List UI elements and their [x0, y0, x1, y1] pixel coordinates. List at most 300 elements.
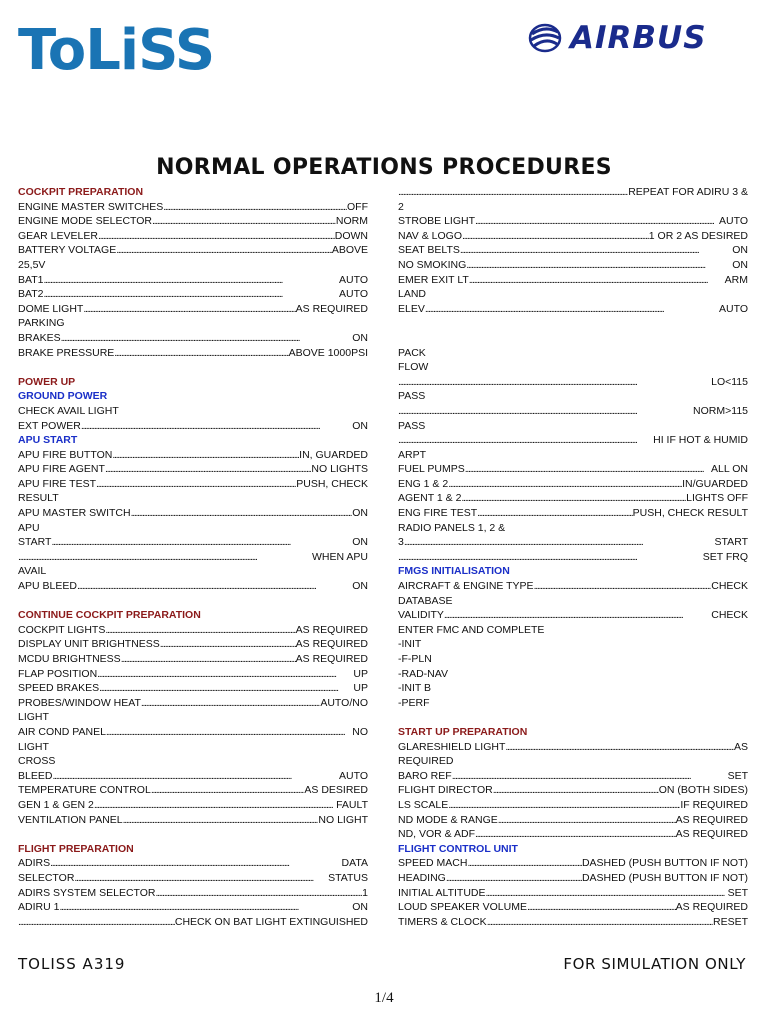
- checklist-row: [18, 302, 368, 317]
- footer-aircraft: TOLISS A319: [18, 955, 126, 973]
- checklist-item-value: SET: [727, 769, 748, 782]
- checklist-row: [398, 798, 748, 813]
- checklist-item-label: AVAIL: [18, 565, 47, 578]
- checklist-list: [18, 404, 368, 433]
- checklist-row: [398, 185, 748, 200]
- leader-dots: [151, 783, 305, 798]
- checklist-item-value: NO LIGHT: [318, 813, 368, 826]
- checklist-row: [18, 681, 368, 696]
- checklist-item-label: INITIAL ALTITUDE: [398, 886, 486, 899]
- checklist-item-label: REQUIRED: [398, 755, 454, 768]
- section-heading: FMGS INITIALISATION: [398, 565, 510, 578]
- checklist-item-value: REPEAT FOR ADIRU 3 &: [628, 186, 748, 198]
- leader-dots: [475, 827, 676, 842]
- checklist-item-value: ON: [352, 419, 368, 432]
- checklist-item-label: PROBES/WINDOW HEAT: [18, 696, 141, 709]
- airbus-logo: [528, 18, 748, 58]
- leader-dots: [99, 681, 353, 696]
- leader-dots: [156, 886, 363, 901]
- checklist-item-value: NORM: [335, 215, 368, 228]
- leader-dots: [51, 535, 352, 550]
- leader-dots: [461, 491, 686, 506]
- checklist-list: [18, 200, 368, 361]
- checklist-item-label: ADIRU 1: [18, 901, 60, 914]
- checklist-row: [18, 243, 368, 258]
- checklist-row: [398, 521, 748, 536]
- checklist-item-label: 25,5V: [18, 258, 46, 271]
- leader-dots: [469, 273, 725, 288]
- leader-dots: [59, 900, 352, 915]
- checklist-item-value: START: [714, 536, 748, 549]
- checklist-item-value: AS DESIRED: [304, 784, 368, 797]
- checklist-item-label: START: [18, 536, 52, 549]
- checklist-item-value: ON: [732, 258, 748, 271]
- checklist-row: [398, 389, 748, 404]
- left-column: [18, 185, 368, 929]
- checklist-item-label: SELECTOR: [18, 871, 75, 884]
- checklist-row: [18, 214, 368, 229]
- checklist-item-value: DASHED (PUSH BUTTON IF NOT): [581, 871, 748, 884]
- checklist-row: [398, 623, 748, 638]
- checklist-item-label: 3: [398, 536, 404, 549]
- leader-dots: [398, 185, 628, 200]
- checklist-row: [18, 564, 368, 579]
- checklist-row: [18, 886, 368, 901]
- checklist-row: [398, 273, 748, 288]
- checklist-item-label: ELEV: [398, 302, 425, 315]
- checklist-item-value: UP: [353, 682, 368, 695]
- checklist-item-label: LIGHT: [18, 740, 49, 753]
- checklist-row: [398, 871, 748, 886]
- checklist-item-label: ARPT: [398, 448, 427, 461]
- checklist-item-value: DOWN: [334, 229, 368, 242]
- leader-dots: [465, 462, 711, 477]
- checklist-row: [398, 900, 748, 915]
- checklist-row: [398, 404, 748, 419]
- leader-dots: [114, 346, 288, 361]
- checklist-item-label: GEN 1 & GEN 2: [18, 798, 94, 811]
- checklist-item-label: AIR COND PANEL: [18, 725, 106, 738]
- checklist-row: [398, 375, 748, 390]
- checklist-row: [18, 448, 368, 463]
- checklist-item-label: -INIT B: [398, 682, 432, 695]
- leader-dots: [131, 506, 353, 521]
- leader-dots: [83, 302, 295, 317]
- checklist-item-label: ENGINE MASTER SWITCHES: [18, 200, 164, 213]
- subsection-heading: GROUND POWER: [18, 390, 108, 403]
- checklist-row: [18, 696, 368, 711]
- checklist-list: [398, 579, 748, 710]
- checklist-row: [398, 813, 748, 828]
- checklist-item-value: ON: [352, 507, 368, 520]
- checklist-row: [398, 550, 748, 565]
- checklist-list: [18, 623, 368, 827]
- checklist-row: [18, 667, 368, 682]
- checklist-row: [18, 258, 368, 273]
- checklist-item-label: LOUD SPEAKER VOLUME: [398, 901, 527, 914]
- checklist-row: [398, 637, 748, 652]
- checklist-row: [18, 287, 368, 302]
- checklist-row: [398, 886, 748, 901]
- checklist-row: [18, 521, 368, 536]
- checklist-item-label: BAT1: [18, 273, 44, 286]
- checklist-item-value: LIGHTS OFF: [686, 492, 748, 505]
- checklist-item-value: ON: [732, 244, 748, 257]
- checklist-item-value: AS REQUIRED: [295, 653, 368, 665]
- checklist-item-value: HI IF HOT & HUMID: [653, 434, 748, 447]
- checklist-row: [398, 827, 748, 842]
- checklist-item-label: BARO REF: [398, 769, 452, 782]
- toliss-logo-text: ToLiSS: [18, 18, 215, 83]
- checklist-item-label: SPEED MACH: [398, 857, 468, 870]
- checklist-item-label: FLAP POSITION: [18, 667, 98, 680]
- checklist-item-label: -INIT: [398, 638, 422, 651]
- checklist-row: [398, 346, 748, 361]
- checklist-item-value: NO LIGHTS: [311, 463, 368, 476]
- checklist-row: [398, 594, 748, 609]
- leader-dots: [50, 856, 341, 871]
- leader-dots: [43, 273, 339, 288]
- checklist-item-label: NAV & LOGO: [398, 229, 462, 242]
- checklist-item-value: ABOVE 1000PSI: [288, 346, 368, 359]
- leader-dots: [398, 550, 703, 565]
- leader-dots: [106, 725, 352, 740]
- checklist-row: [18, 915, 368, 930]
- checklist-item-label: AGENT 1 & 2: [398, 492, 462, 505]
- checklist-row: [18, 813, 368, 828]
- checklist-item-value: CHECK ON BAT LIGHT EXTINGUISHED: [174, 915, 368, 928]
- checklist-item-value: FAULT: [336, 798, 368, 811]
- checklist-item-value: ALL ON: [711, 463, 748, 476]
- leader-dots: [97, 667, 353, 682]
- checklist-item-value: DATA: [341, 857, 368, 870]
- checklist-item-value: CHECK: [711, 580, 748, 593]
- checklist-item-label: APU FIRE TEST: [18, 477, 96, 490]
- checklist-row: [398, 652, 748, 667]
- section-heading: POWER UP: [18, 375, 76, 388]
- checklist-list: [398, 185, 748, 316]
- leader-dots: [81, 419, 352, 434]
- checklist-item-label: TEMPERATURE CONTROL: [18, 784, 151, 797]
- leader-dots: [18, 915, 175, 930]
- checklist-item-value: 1: [362, 886, 368, 899]
- checklist-item-value: PUSH, CHECK: [296, 477, 368, 490]
- leader-dots: [446, 871, 582, 886]
- checklist-row: [18, 535, 368, 550]
- checklist-list: [18, 448, 368, 594]
- leader-dots: [498, 813, 676, 828]
- checklist-row: [398, 462, 748, 477]
- checklist-item-value: ON: [352, 331, 368, 344]
- checklist-item-value: IN/GUARDED: [682, 477, 748, 490]
- checklist-item-label: CROSS: [18, 755, 56, 768]
- checklist-item-value: AS REQUIRED: [675, 828, 748, 841]
- checklist-item-value: UP: [353, 667, 368, 680]
- leader-dots: [163, 200, 347, 215]
- checklist-row: [398, 360, 748, 375]
- checklist-row: [18, 404, 368, 419]
- checklist-item-label: ENTER FMC AND COMPLETE: [398, 623, 545, 636]
- checklist-row: [18, 316, 368, 331]
- checklist-row: [18, 754, 368, 769]
- checklist-row: [398, 681, 748, 696]
- leader-dots: [77, 579, 352, 594]
- checklist-row: [18, 550, 368, 565]
- checklist-row: [398, 491, 748, 506]
- checklist-item-value: NO: [352, 725, 368, 738]
- leader-dots: [398, 375, 711, 390]
- section-heading: FLIGHT CONTROL UNIT: [398, 842, 518, 855]
- checklist-item-value: AUTO: [339, 288, 368, 301]
- footer-disclaimer: FOR SIMULATION ONLY: [563, 955, 746, 973]
- leader-dots: [493, 783, 659, 798]
- checklist-row: [398, 200, 748, 215]
- checklist-row: [398, 856, 748, 871]
- leader-dots: [487, 915, 713, 930]
- checklist-row: [18, 273, 368, 288]
- subsection-heading: APU START: [18, 434, 78, 447]
- leader-dots: [466, 258, 732, 273]
- checklist-item-label: APU: [18, 521, 40, 534]
- checklist-item-label: ENGINE MODE SELECTOR: [18, 215, 152, 228]
- checklist-item-value: AUTO: [339, 769, 368, 782]
- checklist-row: [398, 915, 748, 930]
- checklist-item-label: PASS: [398, 390, 426, 403]
- checklist-item-label: DOME LIGHT: [18, 302, 84, 315]
- checklist-row: [18, 506, 368, 521]
- checklist-item-label: APU FIRE BUTTON: [18, 448, 113, 461]
- leader-dots: [141, 696, 320, 711]
- checklist-row: [398, 477, 748, 492]
- checklist-item-value: ON: [352, 580, 368, 593]
- leader-dots: [467, 856, 582, 871]
- checklist-item-value: NORM>115: [693, 404, 748, 417]
- leader-dots: [444, 608, 711, 623]
- checklist-row: [18, 419, 368, 434]
- checklist-item-value: AS REQUIRED: [675, 813, 748, 826]
- checklist-list: [398, 856, 748, 929]
- checklist-item-value: SET FRQ: [702, 550, 748, 563]
- checklist-item-label: BRAKE PRESSURE: [18, 346, 115, 359]
- leader-dots: [160, 637, 296, 652]
- checklist-item-value: ABOVE: [331, 244, 368, 257]
- checklist-item-value: RESET: [712, 915, 748, 928]
- checklist-row: [18, 798, 368, 813]
- toliss-logo: [18, 18, 218, 84]
- airbus-logo-text: AIRBUS: [570, 20, 707, 56]
- leader-dots: [18, 550, 312, 565]
- leader-dots: [398, 433, 653, 448]
- checklist-item-label: -F-PLN: [398, 653, 432, 665]
- checklist-row: [18, 637, 368, 652]
- checklist-item-label: BRAKES: [18, 331, 61, 344]
- checklist-item-label: VENTILATION PANEL: [18, 813, 123, 826]
- checklist-item-label: RADIO PANELS 1, 2 &: [398, 521, 506, 534]
- checklist-row: [18, 477, 368, 492]
- checklist-item-value: STATUS: [328, 871, 368, 884]
- checklist-item-value: AUTO/NO: [320, 696, 368, 709]
- checklist-row: [18, 652, 368, 667]
- checklist-item-label: RESULT: [18, 492, 59, 505]
- checklist-row: [398, 258, 748, 273]
- checklist-row: [398, 769, 748, 784]
- leader-dots: [116, 243, 332, 258]
- leader-dots: [105, 623, 295, 638]
- checklist-item-label: GEAR LEVELER: [18, 229, 98, 242]
- checklist-item-label: SPEED BRAKES: [18, 682, 100, 695]
- section-heading: COCKPIT PREPARATION: [18, 186, 144, 198]
- checklist-row: [398, 214, 748, 229]
- checklist-item-label: HEADING: [398, 871, 446, 884]
- leader-dots: [98, 229, 335, 244]
- checklist-item-label: ND, VOR & ADF: [398, 828, 476, 841]
- checklist-item-value: ON (BOTH SIDES): [658, 784, 748, 797]
- right-column: [398, 185, 748, 929]
- checklist-item-label: BAT2: [18, 288, 44, 301]
- leader-dots: [448, 798, 680, 813]
- checklist-row: [398, 448, 748, 463]
- checklist-item-value: CHECK: [711, 609, 748, 622]
- checklist-item-value: WHEN APU: [311, 550, 368, 563]
- checklist-item-label: ND MODE & RANGE: [398, 813, 498, 826]
- checklist-row: [18, 900, 368, 915]
- checklist-row: [18, 623, 368, 638]
- leader-dots: [527, 900, 676, 915]
- checklist-row: [18, 710, 368, 725]
- checklist-item-label: EMER EXIT LT: [398, 273, 469, 286]
- checklist-item-value: OFF: [347, 200, 368, 213]
- checklist-row: [18, 331, 368, 346]
- checklist-list: [398, 346, 748, 565]
- leader-dots: [121, 652, 296, 667]
- leader-dots: [52, 769, 339, 784]
- checklist-item-value: ON: [352, 901, 368, 914]
- leader-dots: [462, 229, 649, 244]
- airbus-globe-icon: [528, 21, 562, 55]
- leader-dots: [452, 769, 728, 784]
- leader-dots: [43, 287, 339, 302]
- checklist-row: [398, 667, 748, 682]
- checklist-item-value: ARM: [724, 273, 748, 286]
- checklist-item-value: AUTO: [719, 215, 748, 228]
- checklist-item-value: IF REQUIRED: [680, 798, 748, 811]
- leader-dots: [152, 214, 336, 229]
- checklist-row: [18, 769, 368, 784]
- leader-dots: [425, 302, 719, 317]
- leader-dots: [61, 331, 353, 346]
- checklist-item-label: CHECK AVAIL LIGHT: [18, 404, 119, 417]
- section-heading: CONTINUE COCKPIT PREPARATION: [18, 609, 201, 622]
- checklist-item-label: ADIRS: [18, 857, 51, 870]
- checklist-item-label: COCKPIT LIGHTS: [18, 623, 106, 636]
- leader-dots: [477, 506, 633, 521]
- leader-dots: [74, 871, 328, 886]
- leader-dots: [112, 448, 299, 463]
- checklist-item-label: BATTERY VOLTAGE: [18, 244, 117, 257]
- checklist-row: [398, 433, 748, 448]
- checklist-item-value: AUTO: [719, 302, 748, 315]
- checklist-item-label: TIMERS & CLOCK: [398, 915, 487, 928]
- checklist-row: [18, 229, 368, 244]
- checklist-row: [18, 740, 368, 755]
- checklist-item-label: LS SCALE: [398, 798, 449, 811]
- checklist-item-label: NO SMOKING: [398, 258, 467, 271]
- checklist-row: [398, 608, 748, 623]
- section-heading: START UP PREPARATION: [398, 725, 528, 738]
- checklist-row: [398, 229, 748, 244]
- checklist-item-label: PASS: [398, 419, 426, 432]
- checklist-row: [398, 535, 748, 550]
- leader-dots: [404, 535, 715, 550]
- checklist-item-value: SET: [727, 886, 748, 899]
- checklist-item-value: LO<115: [711, 375, 748, 388]
- checklist-row: [18, 200, 368, 215]
- checklist-item-label: FLIGHT DIRECTOR: [398, 784, 493, 797]
- checklist-list: [18, 856, 368, 929]
- checklist-row: [398, 696, 748, 711]
- checklist-item-label: GLARESHIELD LIGHT: [398, 740, 506, 753]
- checklist-item-value: AS REQUIRED: [295, 623, 368, 636]
- checklist-row: [398, 740, 748, 755]
- checklist-item-label: ENG 1 & 2: [398, 477, 449, 490]
- leader-dots: [505, 740, 734, 755]
- checklist-row: [398, 302, 748, 317]
- checklist-row: [18, 725, 368, 740]
- leader-dots: [534, 579, 712, 594]
- checklist-item-label: STROBE LIGHT: [398, 215, 476, 228]
- checklist-item-label: LAND: [398, 288, 427, 301]
- checklist-item-label: EXT POWER: [18, 419, 81, 432]
- leader-dots: [475, 214, 719, 229]
- checklist-item-label: APU MASTER SWITCH: [18, 507, 131, 520]
- checklist-item-value: ON: [352, 536, 368, 549]
- leader-dots: [105, 462, 311, 477]
- checklist-item-label: LIGHT: [18, 711, 49, 724]
- checklist-item-label: MCDU BRIGHTNESS: [18, 653, 121, 665]
- checklist-row: [18, 491, 368, 506]
- checklist-item-value: AS REQUIRED: [295, 302, 368, 315]
- checklist-item-label: APU FIRE AGENT: [18, 463, 105, 476]
- checklist-row: [18, 579, 368, 594]
- page-number: 1/4: [374, 990, 394, 1006]
- checklist-row: [398, 243, 748, 258]
- checklist-row: [398, 754, 748, 769]
- leader-dots: [123, 813, 319, 828]
- checklist-item-label: SEAT BELTS: [398, 244, 460, 257]
- checklist-item-value: AS REQUIRED: [295, 638, 368, 651]
- leader-dots: [94, 798, 336, 813]
- checklist-item-value: AS: [733, 740, 748, 753]
- checklist-item-label: AIRCRAFT & ENGINE TYPE: [398, 580, 534, 593]
- checklist-item-label: PARKING: [18, 317, 65, 330]
- checklist-item-label: ADIRS SYSTEM SELECTOR: [18, 886, 156, 899]
- page-title: NORMAL OPERATIONS PROCEDURES: [156, 155, 612, 180]
- leader-dots: [398, 404, 693, 419]
- checklist-row: [18, 462, 368, 477]
- checklist-row: [398, 506, 748, 521]
- checklist-row: [18, 783, 368, 798]
- checklist-item-label: 2: [398, 200, 404, 213]
- leader-dots: [96, 477, 296, 492]
- leader-dots: [486, 886, 728, 901]
- checklist-item-label: VALIDITY: [398, 609, 444, 622]
- checklist-item-value: IN, GUARDED: [299, 448, 368, 461]
- checklist-item-label: ENG FIRE TEST: [398, 507, 478, 520]
- checklist-list: [398, 740, 748, 842]
- checklist-row: [18, 346, 368, 361]
- leader-dots: [460, 243, 732, 258]
- checklist-row: [18, 856, 368, 871]
